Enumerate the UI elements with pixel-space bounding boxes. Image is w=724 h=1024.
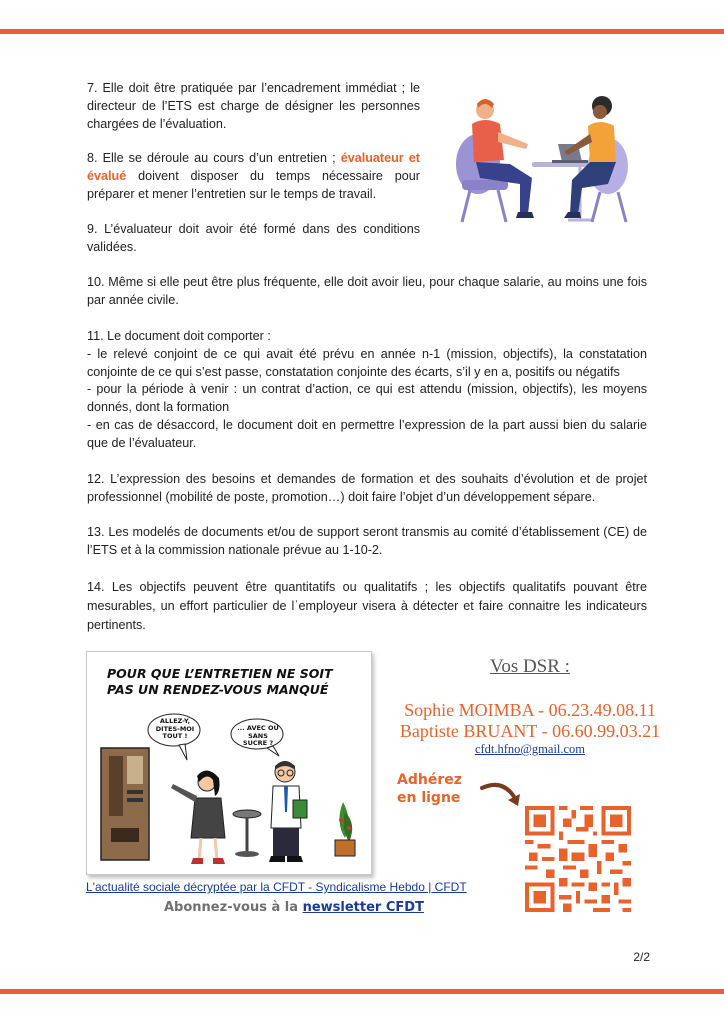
- paragraph-11-line: - pour la période à venir : un contrat d’action, ce qui est attendu (mission, objectifs), les moyens donnés, dont la formation: [87, 382, 647, 415]
- two-people-meeting-illustration: [440, 92, 640, 227]
- newsletter-link[interactable]: newsletter CFDT: [302, 900, 424, 915]
- curved-arrow-icon: [478, 778, 526, 810]
- paragraph-8-highlight: évaluateur et évalué: [87, 151, 420, 183]
- paragraph-8: [87, 150, 420, 203]
- subscribe-prefix: Abonnez-vous à la: [164, 900, 303, 915]
- adherez-line-1: Adhérez: [397, 772, 462, 788]
- paragraph-14: 14. Les objectifs peuvent être quantitatifs ou qualitatifs ; les objectifs qualitatifs pouvant être mesurables, un effort particulier de lʾemployeur visera à détecter et faire connaitre les indicateurs pertinents.: [87, 580, 647, 632]
- paragraph-8-start: 8. Elle se déroule au cours d’un entretien ;: [87, 151, 341, 165]
- paragraph-11: [87, 328, 647, 453]
- paragraph-10: 10. Même si elle peut être plus fréquente, elle doit avoir lieu, pour chaque salarie, au moins une fois par année civile.: [87, 275, 647, 307]
- top-orange-rule: [0, 29, 724, 34]
- paragraph-9: 9. L’évaluateur doit avoir été formé dans des conditions validées.: [87, 222, 420, 254]
- dsr-title: Vos DSR :: [490, 656, 570, 677]
- coffee-machine-interview-cartoon: [86, 651, 372, 875]
- dsr-contact-baptiste: Baptiste BRUANT - 06.60.99.03.21: [399, 721, 661, 741]
- dsr-email-link[interactable]: cfdt.hfno@gmail.com: [474, 742, 586, 756]
- syndicalisme-hebdo-link[interactable]: L'actualité sociale décryptée par la CFDT - Syndicalisme Hebdo | CFDT: [86, 880, 467, 894]
- paragraph-11-line: - le relevé conjoint de ce qui avait été prévu en année n-1 (mission, objectifs), la constatation conjointe de ce qui s’est passe, constatation conjointe des écarts, s’il y en a, positifs ou négatifs: [87, 346, 647, 379]
- adherez-en-ligne[interactable]: [397, 771, 487, 807]
- dsr-contact-sophie: Sophie MOIMBA - 06.23.49.08.11: [404, 700, 656, 720]
- cartoon-bubble-right: ... AVEC OU SANS SUCRE ?: [237, 724, 279, 747]
- cartoon-drawing: [87, 652, 371, 874]
- cartoon-bubble-left: ALLEZ-Y, DITES-MOI TOUT !: [155, 717, 195, 740]
- paragraph-7: 7. Elle doit être pratiquée par l’encadrement immédiat ; le directeur de l’ETS est charge de désigner les personnes chargées de l’évaluation.: [87, 81, 420, 131]
- paragraph-13: 13. Les modelés de documents et/ou de support seront transmis au comité d’établissement (CE) de l’ETS et à la commission nationale prévue au 1-10-2.: [87, 525, 647, 557]
- paragraph-12: 12. L’expression des besoins et demandes de formation et des souhaits d’évolution et de projet professionnel (mobilité de poste, promotion…) doit faire l’objet d’un développement sépare.: [87, 472, 647, 504]
- paragraph-11-line: 11. Le document doit comporter :: [87, 329, 271, 343]
- paragraph-8-end: doivent disposer du temps nécessaire pour préparer et mener l’entretien sur le temps de travail.: [87, 168, 420, 201]
- page-number: 2/2: [633, 950, 650, 964]
- paragraph-11-line: - en cas de désaccord, le document doit en permettre l’expression de la part aussi bien du salarie que de l’évaluateur.: [87, 417, 647, 450]
- qr-code-icon[interactable]: [525, 806, 631, 912]
- subscribe-text: [164, 900, 464, 915]
- bottom-orange-rule: [0, 989, 724, 994]
- adherez-line-2: en ligne: [397, 790, 461, 806]
- cartoon-title: POUR QUE L’ENTRETIEN NE SOIT PAS UN RENDEZ-VOUS MANQUÉ: [107, 666, 333, 697]
